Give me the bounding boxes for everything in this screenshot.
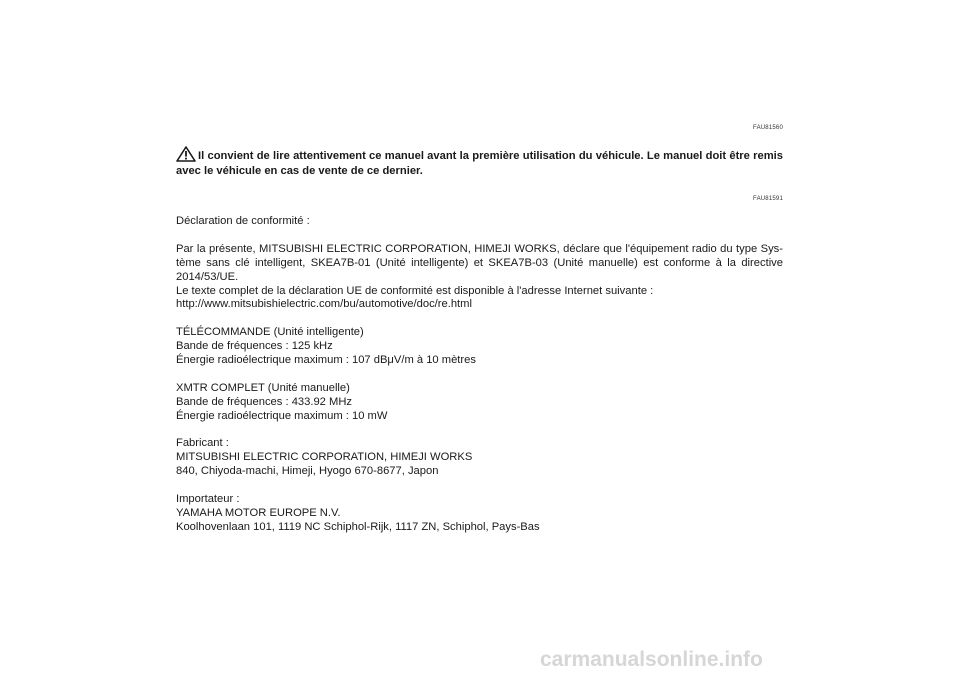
manufacturer-name: MITSUBISHI ELECTRIC CORPORATION, HIMEJI WORKS (176, 451, 473, 464)
document-body (176, 215, 783, 535)
remote-title: TÉLÉCOMMANDE (Unité intelligente) (176, 326, 364, 339)
reference-code: FAU81560 (753, 125, 783, 131)
remote-power: Énergie radioélectrique maximum : 107 dBμV/m à 10 mètres (176, 354, 476, 367)
warning-notice (176, 146, 783, 179)
xmtr-power: Énergie radioélectrique maximum : 10 mW (176, 409, 388, 422)
declaration-title: Déclaration de conformité : (176, 215, 310, 227)
declaration-url: http://www.mitsubishielectric.com/bu/automotive/doc/re.html (176, 298, 472, 311)
xmtr-frequency: Bande de fréquences : 433.92 MHz (176, 395, 353, 408)
manufacturer-address: 840, Chiyoda-machi, Himeji, Hyogo 670-8677, Japon (176, 465, 439, 478)
warning-text: Il convient de lire attentivement ce manuel avant la première utilisation du véhicule. Le manuel doit être remis avec le véhicule en cas de vente de ce dernier. (176, 150, 783, 177)
reference-code: FAU81591 (753, 196, 783, 202)
xmtr-title: XMTR COMPLET (Unité manuelle) (176, 381, 350, 394)
warning-triangle-icon (176, 146, 196, 162)
remote-frequency: Bande de fréquences : 125 kHz (176, 340, 333, 353)
watermark: carmanualsonline.info (540, 648, 763, 671)
importer-name: YAMAHA MOTOR EUROPE N.V. (176, 506, 341, 519)
importer-address: Koolhovenlaan 101, 1119 NC Schiphol-Rijk, 1117 ZN, Schiphol, Pays-Bas (176, 520, 540, 533)
importer-label: Importateur : (176, 493, 240, 506)
manual-page (176, 0, 783, 679)
declaration-paragraph: Par la présente, MITSUBISHI ELECTRIC CORPORATION, HIMEJI WORKS, déclare que l'équipement radio du type Sys-tème sans clé intelligent, SKEA7B-01 (Unité intelligente) et SKEA7B-03 (Unité manuelle) est conforme à la directive 2014/53/UE. (176, 242, 783, 283)
manufacturer-label: Fabricant : (176, 437, 229, 450)
declaration-availability: Le texte complet de la déclaration UE de conformité est disponible à l'adresse Internet suivante : (176, 284, 654, 297)
